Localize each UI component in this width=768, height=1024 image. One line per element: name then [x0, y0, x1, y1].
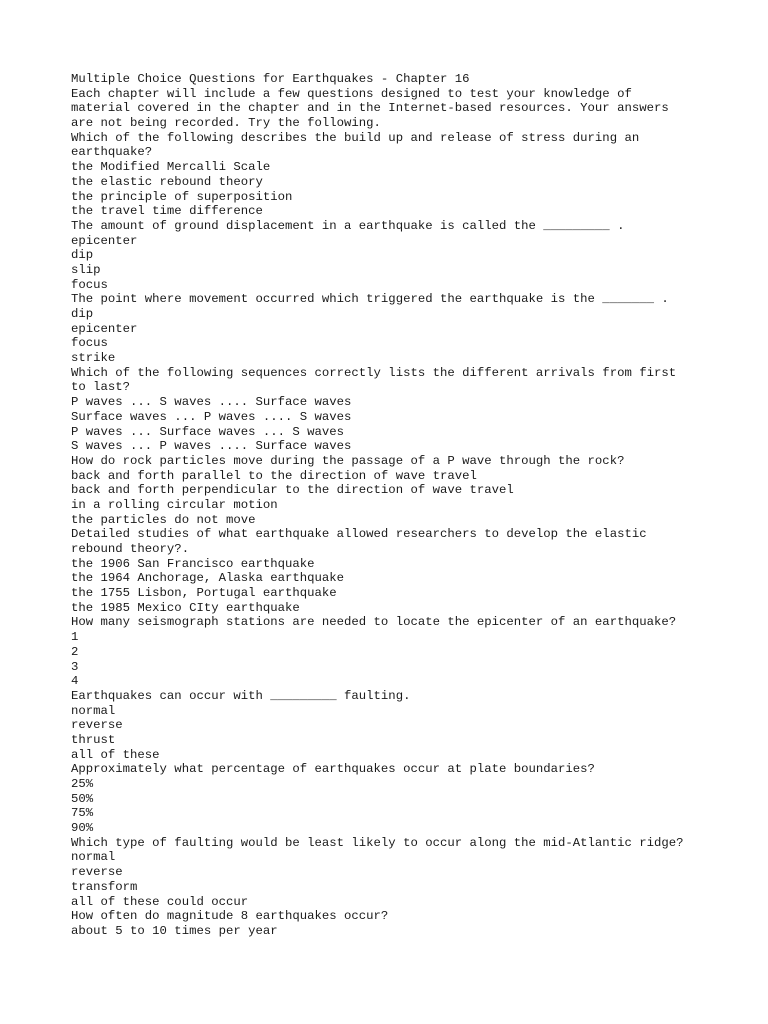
answer-option: P waves ... S waves .... Surface waves: [71, 395, 352, 410]
answer-option: the principle of superposition: [71, 189, 293, 204]
question-text: The amount of ground displacement in a earthquake is called the _________ .: [71, 218, 625, 233]
answer-option: the 1985 Mexico CIty earthquake: [71, 600, 300, 615]
answer-option: 75%: [71, 806, 94, 821]
question-text: How often do magnitude 8 earthquakes occur?: [71, 909, 389, 924]
intro-line: are not being recorded. Try the following.: [71, 116, 381, 131]
question-text: How many seismograph stations are needed to locate the epicenter of an earthquake?: [71, 615, 677, 630]
answer-option: 4: [71, 674, 79, 689]
answer-option: dip: [71, 248, 94, 263]
answer-option: P waves ... Surface waves ... S waves: [71, 424, 345, 439]
answer-option: the 1755 Lisbon, Portugal earthquake: [71, 586, 337, 601]
question-text: Earthquakes can occur with _________ faulting.: [71, 688, 411, 703]
answer-option: slip: [71, 262, 101, 277]
answer-option: the Modified Mercalli Scale: [71, 160, 271, 175]
answer-option: S waves ... P waves .... Surface waves: [71, 439, 352, 454]
answer-option: the elastic rebound theory: [71, 174, 263, 189]
answer-option: Surface waves ... P waves .... S waves: [71, 409, 352, 424]
answer-option: the 1906 San Francisco earthquake: [71, 556, 315, 571]
answer-option: normal: [71, 703, 116, 718]
answer-option: 25%: [71, 777, 94, 791]
question-text: The point where movement occurred which triggered the earthquake is the _______ .: [71, 292, 669, 307]
answer-option: all of these: [71, 747, 160, 762]
answer-option: focus: [71, 336, 108, 351]
answer-option: about 5 to 10 times per year: [71, 923, 278, 938]
question-text: Which type of faulting would be least likely to occur along the mid-Atlantic ridge?: [71, 835, 684, 850]
answer-option: the particles do not move: [71, 512, 256, 527]
answer-option: normal: [71, 850, 116, 865]
answer-option: back and forth parallel to the direction of wave travel: [71, 468, 477, 483]
answer-option: reverse: [71, 865, 123, 880]
question-text: How do rock particles move during the passage of a P wave through the rock?: [71, 453, 625, 468]
answer-option: 2: [71, 644, 79, 659]
question-text: rebound theory?.: [71, 542, 190, 556]
answer-option: epicenter: [71, 321, 138, 336]
answer-option: in a rolling circular motion: [71, 497, 278, 512]
answer-option: focus: [71, 277, 108, 292]
answer-option: epicenter: [71, 233, 138, 248]
answer-option: reverse: [71, 718, 123, 733]
question-text: Which of the following describes the build up and release of stress during an: [71, 130, 640, 145]
answer-option: the travel time difference: [71, 204, 263, 219]
answer-option: 50%: [71, 791, 94, 806]
document-title: Multiple Choice Questions for Earthquakes - Chapter 16: [71, 72, 470, 86]
question-text: to last?: [71, 380, 131, 395]
answer-option: 3: [71, 659, 79, 674]
intro-line: material covered in the chapter and in the Internet-based resources. Your answers: [71, 101, 669, 116]
answer-option: 1: [71, 630, 79, 645]
question-text: Which of the following sequences correctly lists the different arrivals from first: [71, 365, 677, 380]
document-body: [71, 72, 731, 939]
question-text: Approximately what percentage of earthquakes occur at plate boundaries?: [71, 762, 595, 777]
answer-option: 90%: [71, 821, 94, 836]
question-text: Detailed studies of what earthquake allowed researchers to develop the elastic: [71, 527, 647, 542]
answer-option: transform: [71, 879, 138, 894]
answer-option: strike: [71, 351, 116, 366]
intro-line: Each chapter will include a few questions designed to test your knowledge of: [71, 86, 632, 101]
question-text: earthquake?: [71, 145, 153, 160]
answer-option: dip: [71, 307, 94, 321]
answer-option: all of these could occur: [71, 894, 249, 909]
answer-option: thrust: [71, 732, 116, 747]
answer-option: back and forth perpendicular to the direction of wave travel: [71, 483, 514, 498]
answer-option: the 1964 Anchorage, Alaska earthquake: [71, 571, 345, 586]
